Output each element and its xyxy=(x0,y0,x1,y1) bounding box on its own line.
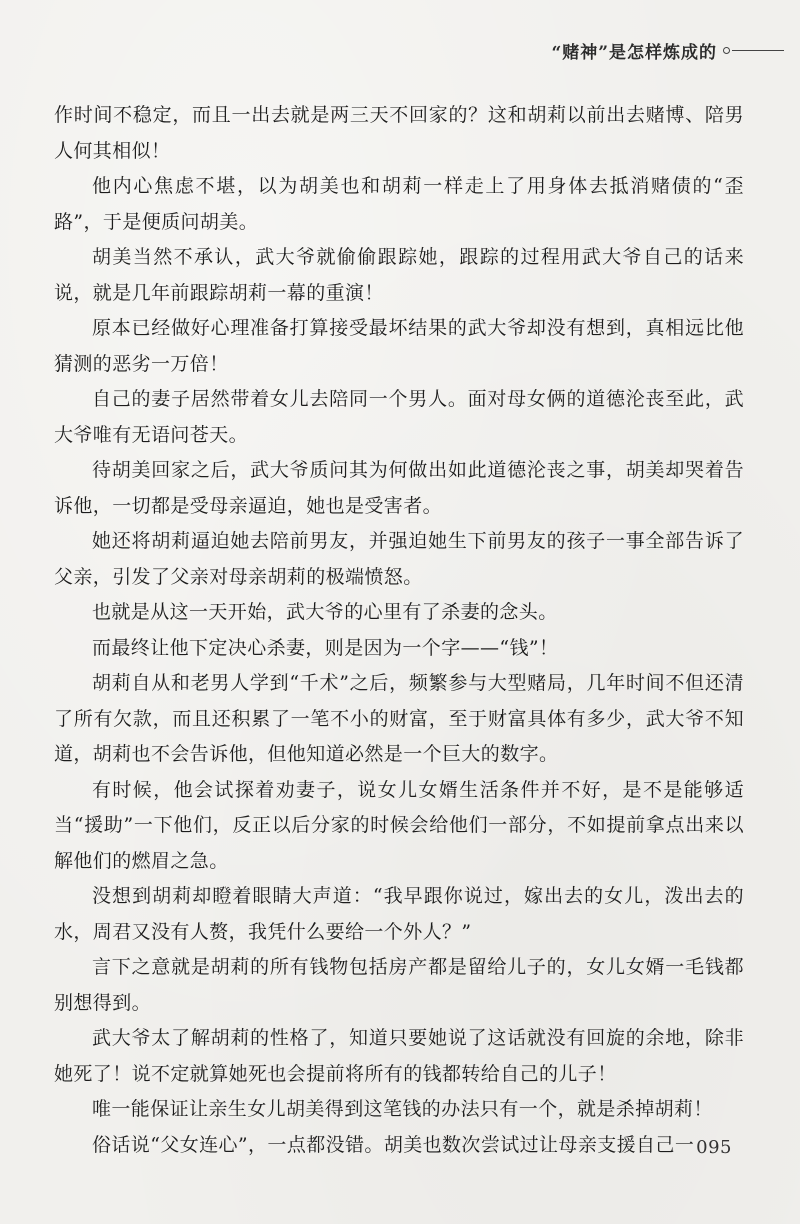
paragraph: 俗话说“父女连心”，一点都没错。胡美也数次尝试过让母亲支援自己一 xyxy=(92,1133,695,1156)
paragraph: 唯一能保证让亲生女儿胡美得到这笔钱的办法只有一个，就是杀掉胡莉！ xyxy=(92,1098,713,1120)
paragraph: 言下之意就是胡莉的所有钱物包括房产都是留给儿子的，女儿女婿一毛钱都别想得到。 xyxy=(54,956,744,1014)
paragraph: 自己的妻子居然带着女儿去陪同一个男人。面对母女俩的道德沦丧至此，武大爷唯有无语问苍天。 xyxy=(54,388,744,446)
paragraph: 有时候，他会试探着劝妻子，说女儿女婿生活条件并不好，是不是能够适当“援助”一下他们，反正以后分家的时候会给他们一部分，不如提前拿点出来以解他们的燃眉之急。 xyxy=(54,778,744,872)
paragraph: 原本已经做好心理准备打算接受最坏结果的武大爷却没有想到，真相远比他猜测的恶劣一万倍！ xyxy=(54,317,744,375)
header-ornament xyxy=(723,47,784,54)
running-header xyxy=(551,36,784,64)
paragraph: 待胡美回家之后，武大爷质问其为何做出如此道德沦丧之事，胡美却哭着告诉他，一切都是受母亲逼迫，她也是受害者。 xyxy=(54,459,744,517)
circle-ornament-icon xyxy=(723,47,730,54)
chapter-title: “赌神”是怎样炼成的 xyxy=(551,42,717,63)
paragraph: 而最终让他下定决心杀妻，则是因为一个字——“钱”！ xyxy=(92,636,559,659)
paragraph: 也就是从这一天开始，武大爷的心里有了杀妻的念头。 xyxy=(92,601,558,623)
paragraph: 胡莉自从和老男人学到“千术”之后，频繁参与大型赌局，几年时间不但还清了所有欠款，而且还积累了一笔不小的财富，至于财富具体有多少，武大爷不知道，胡莉也不会告诉他，但他知道必然是一个巨大的数字。 xyxy=(54,672,744,765)
page-number: 095 xyxy=(696,1137,732,1158)
body-text xyxy=(54,98,744,1163)
paragraph: 她还将胡莉逼迫她去陪前男友，并强迫她生下前男友的孩子一事全部告诉了父亲，引发了父亲对母亲胡莉的极端愤怒。 xyxy=(54,530,744,588)
header-rule xyxy=(732,50,784,51)
paragraph: 武大爷太了解胡莉的性格了，知道只要她说了这话就没有回旋的余地，除非她死了！说不定就算她死也会提前将所有的钱都转给自己的儿子！ xyxy=(54,1027,744,1085)
paragraph: 他内心焦虑不堪，以为胡美也和胡莉一样走上了用身体去抵消赌债的“歪路”，于是便质问胡美。 xyxy=(54,175,744,233)
paragraph: 没想到胡莉却瞪着眼睛大声道：“我早跟你说过，嫁出去的女儿，泼出去的水，周君又没有人赘，我凭什么要给一个外人？” xyxy=(54,885,744,943)
paragraph-continued: 作时间不稳定，而且一出去就是两三天不回家的？这和胡莉以前出去赌博、陪男人何其相似！ xyxy=(54,104,744,162)
paragraph: 胡美当然不承认，武大爷就偷偷跟踪她，跟踪的过程用武大爷自己的话来说，就是几年前跟踪胡莉一幕的重演！ xyxy=(54,246,744,304)
